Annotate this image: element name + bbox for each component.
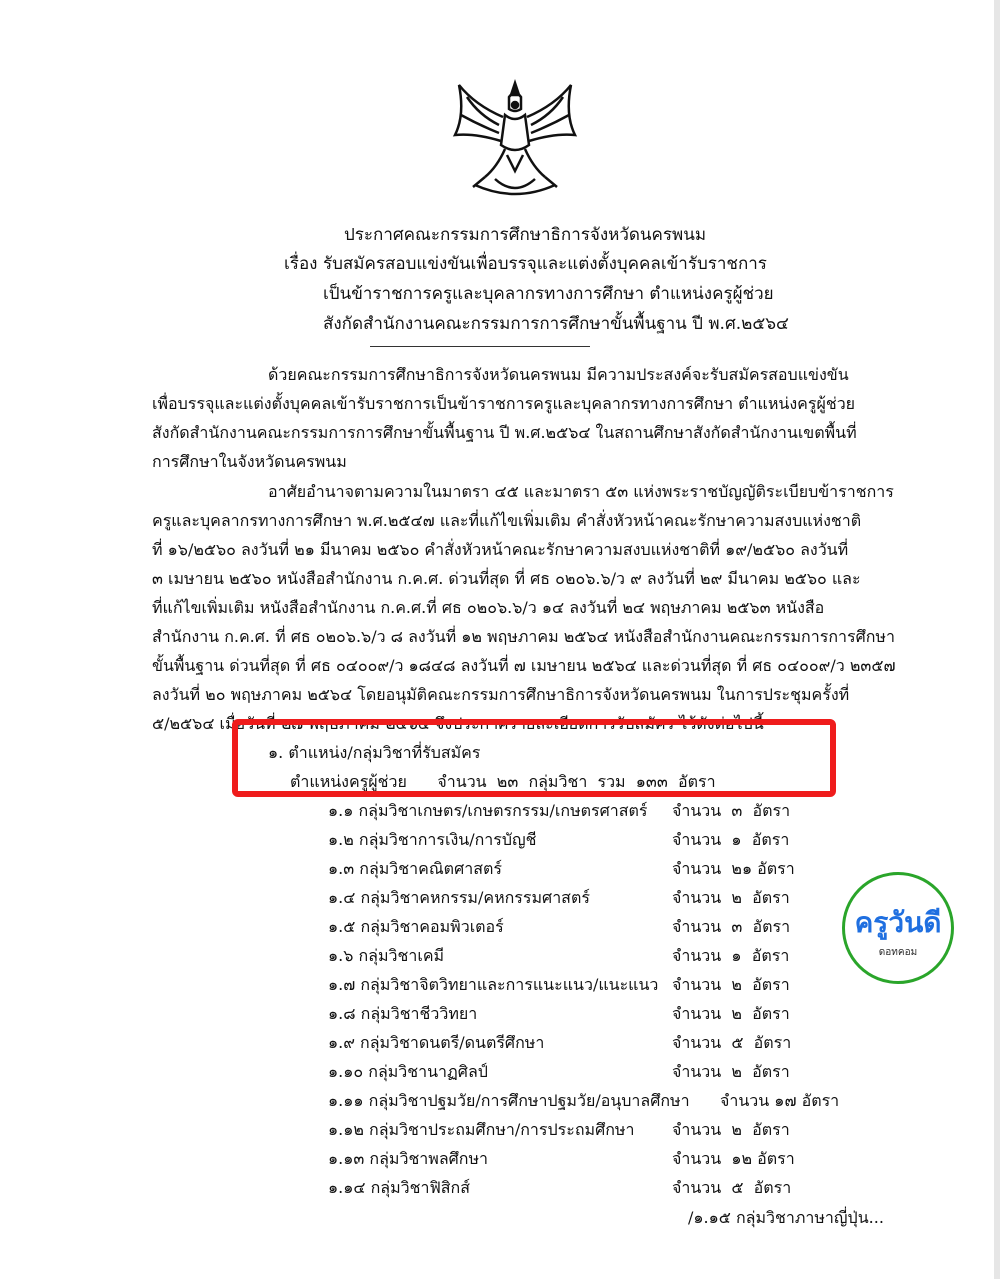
subject-item-name: ๑.๕ กลุ่มวิชาคอมพิวเตอร์ [328,917,504,936]
para2-line: ขั้นพื้นฐาน ด่วนที่สุด ที่ ศธ ๐๔๐๐๙/ว ๑๘๔๘ ลงวันที่ ๗ เมษายน ๒๕๖๔ และด่วนที่สุด ที่ ศธ ๐๔๐๐๙/ว ๒๓๕๗ [152,656,896,675]
subject-line-2: เป็นข้าราชการครูและบุคลากรทางการศึกษา ตำแหน่งครูผู้ช่วย [323,284,774,304]
subject-item-count: จำนวน ๒ อัตรา [672,1062,790,1081]
subject-item-name: ๑.๓ กลุ่มวิชาคณิตศาสตร์ [328,859,502,878]
subject-line-1: รับสมัครสอบแข่งขันเพื่อบรรจุและแต่งตั้งบุคคลเข้ารับราชการ [323,254,767,274]
highlight-box [232,719,836,797]
subject-item-count: จำนวน ๒ อัตรา [672,975,790,994]
subject-item-count: จำนวน ๑ อัตรา [672,946,790,965]
subject-item-count: จำนวน ๒ อัตรา [672,1004,790,1023]
subject-item-name: ๑.๒ กลุ่มวิชาการเงิน/การบัญชี [328,830,537,849]
continued-next-page: /๑.๑๕ กลุ่มวิชาภาษาญี่ปุ่น... [688,1208,884,1227]
garuda-emblem [445,75,585,205]
subject-item-count: จำนวน ๑๗ อัตรา [720,1091,840,1110]
para2-line: อาศัยอำนาจตามความในมาตรา ๔๕ และมาตรา ๕๓ แห่งพระราชบัญญัติระเบียบข้าราชการ [268,482,894,501]
para2-line: ครูและบุคลากรทางการศึกษา พ.ศ.๒๕๔๗ และที่แก้ไขเพิ่มเติม คำสั่งหัวหน้าคณะรักษาความสงบแห่งชาติ [152,511,862,530]
subject-item-count: จำนวน ๕ อัตรา [672,1178,792,1197]
para2-line: ๓ เมษายน ๒๕๖๐ หนังสือสำนักงาน ก.ค.ศ. ด่วนที่สุด ที่ ศธ ๐๒๐๖.๖/ว ๙ ลงวันที่ ๒๙ มีนาคม ๒๕๖๐ และ [152,569,861,588]
para1-line: เพื่อบรรจุและแต่งตั้งบุคคลเข้ารับราชการเป็นข้าราชการครูและบุคลากรทางการศึกษา ตำแหน่งครูผู้ช่วย [152,394,856,413]
watermark-sub-text: ดอทคอม [878,947,918,958]
subject-item-count: จำนวน ๓ อัตรา [672,917,791,936]
section1-summary: ตำแหน่งครูผู้ช่วย จำนวน ๒๓ กลุ่มวิชา รวม ๑๓๓ อัตรา [290,772,716,791]
subject-item-name: ๑.๔ กลุ่มวิชาคหกรรม/คหกรรมศาสตร์ [328,888,590,907]
para2-line: ที่ ๑๖/๒๕๖๐ ลงวันที่ ๒๑ มีนาคม ๒๕๖๐ คำสั่งหัวหน้าคณะรักษาความสงบแห่งชาติที่ ๑๙/๒๕๖๐ ลงวันที่ [152,540,849,559]
watermark-logo [842,872,954,984]
subject-item-name: ๑.๙ กลุ่มวิชาดนตรี/ดนตรีศึกษา [328,1033,545,1052]
divider [370,346,590,347]
subject-item-count: จำนวน ๓ อัตรา [672,801,791,820]
subject-label: เรื่อง [284,254,318,274]
subject-item-name: ๑.๖ กลุ่มวิชาเคมี [328,946,445,965]
subject-item-name: ๑.๑๓ กลุ่มวิชาพลศึกษา [328,1149,489,1168]
subject-item-name: ๑.๑ กลุ่มวิชาเกษตร/เกษตรกรรม/เกษตรศาสตร์ [328,801,648,820]
para2-line: ลงวันที่ ๒๐ พฤษภาคม ๒๕๖๔ โดยอนุมัติคณะกรรมการศึกษาธิการจังหวัดนครพนม ในการประชุมครั้งที่ [152,685,850,704]
subject-item-count: จำนวน ๒ อัตรา [672,1120,790,1139]
subject-item-name: ๑.๘ กลุ่มวิชาชีววิทยา [328,1004,478,1023]
subject-item-name: ๑.๑๒ กลุ่มวิชาประถมศึกษา/การประถมศึกษา [328,1120,635,1139]
subject-item-name: ๑.๑๐ กลุ่มวิชานาฏศิลป์ [328,1062,488,1081]
page-edge [994,0,1000,1279]
subject-item-name: ๑.๑๑ กลุ่มวิชาปฐมวัย/การศึกษาปฐมวัย/อนุบาลศึกษา [328,1091,690,1110]
subject-item-count: จำนวน ๑๒ อัตรา [672,1149,795,1168]
para1-line: สังกัดสำนักงานคณะกรรมการการศึกษาขั้นพื้นฐาน ปี พ.ศ.๒๕๖๔ ในสถานศึกษาสังกัดสำนักงานเขตพื้นที่ [152,423,857,442]
subject-line-3: สังกัดสำนักงานคณะกรรมการการศึกษาขั้นพื้นฐาน ปี พ.ศ.๒๕๖๔ [323,314,789,334]
para1-line: ด้วยคณะกรรมการศึกษาธิการจังหวัดนครพนม มีความประสงค์จะรับสมัครสอบแข่งขัน [268,365,849,384]
subject-item-count: จำนวน ๒ อัตรา [672,888,790,907]
subject-item-count: จำนวน ๕ อัตรา [672,1033,792,1052]
announcement-title: ประกาศคณะกรรมการศึกษาธิการจังหวัดนครพนม [344,225,707,245]
para2-line: สำนักงาน ก.ค.ศ. ที่ ศธ ๐๒๐๖.๖/ว ๘ ลงวันที่ ๑๒ พฤษภาคม ๒๕๖๔ หนังสือสำนักงานคณะกรรมการการศึกษา [152,627,895,646]
subject-item-count: จำนวน ๒๑ อัตรา [672,859,795,878]
section1-title: ๑. ตำแหน่ง/กลุ่มวิชาที่รับสมัคร [268,743,481,762]
para2-line: ที่แก้ไขเพิ่มเติม หนังสือสำนักงาน ก.ค.ศ.ที่ ศธ ๐๒๐๖.๖/ว ๑๔ ลงวันที่ ๒๔ พฤษภาคม ๒๕๖๓ หนังสือ [152,598,825,617]
subject-item-name: ๑.๑๔ กลุ่มวิชาฟิสิกส์ [328,1178,471,1197]
watermark-main-text: ครูวันดี [854,906,942,939]
subject-item-name: ๑.๗ กลุ่มวิชาจิตวิทยาและการแนะแนว/แนะแนว [328,975,659,994]
subject-item-count: จำนวน ๑ อัตรา [672,830,790,849]
para2-line: ๕/๒๕๖๔ เมื่อวันที่ ๒๗ พฤษภาคม ๒๕๖๔ จึงประกาศรายละเอียดการรับสมัคร ไว้ดังต่อไปนี้ [152,714,764,733]
para1-line: การศึกษาในจังหวัดนครพนม [152,452,347,471]
